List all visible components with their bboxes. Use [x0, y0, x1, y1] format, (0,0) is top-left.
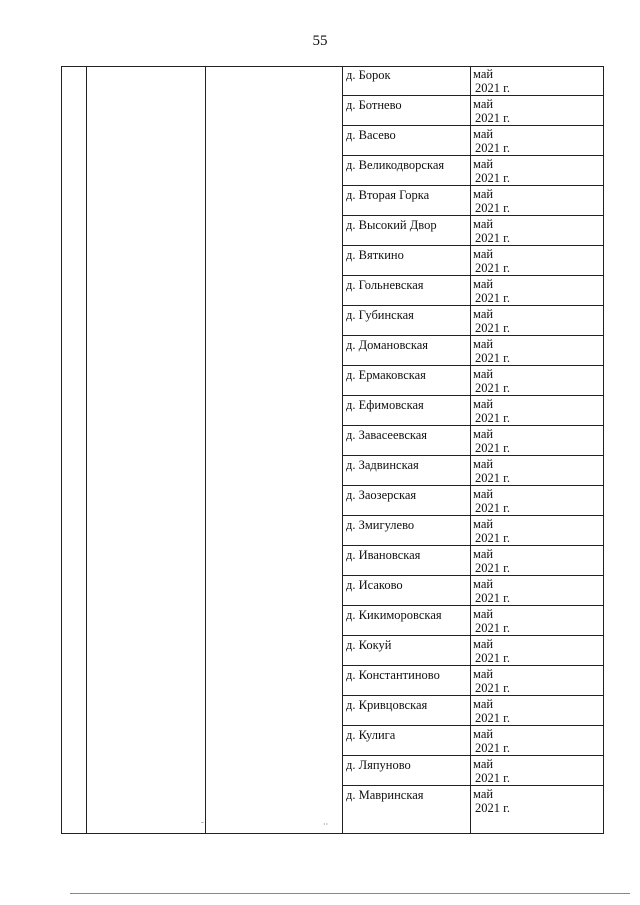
- deadline-year: 2021 г.: [475, 471, 510, 485]
- table-row: [342, 606, 604, 636]
- settlement-name: д. Борок: [346, 68, 391, 82]
- table-row: [342, 96, 604, 126]
- table-row: [342, 306, 604, 336]
- deadline-year: 2021 г.: [475, 801, 510, 815]
- settlement-name: д. Ляпуново: [346, 758, 411, 772]
- deadline-cell: [473, 187, 510, 215]
- deadline-cell: [473, 397, 510, 425]
- table-row: [342, 786, 604, 834]
- column-divider-2: [205, 66, 206, 834]
- deadline-cell: [473, 727, 510, 755]
- settlement-name: д. Губинская: [346, 308, 414, 322]
- settlement-name: д. Кикиморовская: [346, 608, 442, 622]
- deadline-year: 2021 г.: [475, 561, 510, 575]
- deadline-month: май: [473, 337, 494, 351]
- deadline-cell: [473, 307, 510, 335]
- settlement-name: д. Константиново: [346, 668, 440, 682]
- deadline-cell: [473, 667, 510, 695]
- deadline-month: май: [473, 667, 494, 681]
- settlement-name: д. Ивановская: [346, 548, 421, 562]
- deadline-year: 2021 г.: [475, 771, 510, 785]
- deadline-year: 2021 г.: [475, 81, 510, 95]
- deadline-cell: [473, 577, 510, 605]
- deadline-year: 2021 г.: [475, 351, 510, 365]
- deadline-month: май: [473, 67, 494, 81]
- settlement-name: д. Кривцовская: [346, 698, 428, 712]
- table-row: [342, 756, 604, 786]
- table-row: [342, 336, 604, 366]
- settlement-name: д. Кулига: [346, 728, 396, 742]
- settlement-name: д. Ермаковская: [346, 368, 426, 382]
- settlement-name: д. Ефимовская: [346, 398, 424, 412]
- table-row: [342, 66, 604, 96]
- deadline-year: 2021 г.: [475, 441, 510, 455]
- settlement-name: д. Вяткино: [346, 248, 404, 262]
- deadline-cell: [473, 157, 510, 185]
- deadline-cell: [473, 787, 510, 815]
- table-row: [342, 216, 604, 246]
- deadline-cell: [473, 607, 510, 635]
- deadline-cell: [473, 487, 510, 515]
- page-edge-rule: [70, 893, 630, 894]
- deadline-cell: [473, 127, 510, 155]
- settlement-name: д. Великодворская: [346, 158, 445, 172]
- deadline-cell: [473, 427, 510, 455]
- table-row: [342, 246, 604, 276]
- deadline-month: май: [473, 547, 494, 561]
- deadline-month: май: [473, 307, 494, 321]
- table-row: [342, 696, 604, 726]
- deadline-month: май: [473, 97, 494, 111]
- deadline-year: 2021 г.: [475, 261, 510, 275]
- settlement-name: д. Кокуй: [346, 638, 392, 652]
- deadline-year: 2021 г.: [475, 171, 510, 185]
- column-divider-1: [86, 66, 87, 834]
- deadline-month: май: [473, 217, 494, 231]
- settlement-name: д. Задвинская: [346, 458, 419, 472]
- settlement-name: д. Высокий Двор: [346, 218, 437, 232]
- deadline-month: май: [473, 697, 494, 711]
- scan-mark: ··: [323, 820, 329, 829]
- deadline-cell: [473, 637, 510, 665]
- table-row: [342, 516, 604, 546]
- settlement-name: д. Вторая Горка: [346, 188, 430, 202]
- deadline-cell: [473, 517, 510, 545]
- deadline-year: 2021 г.: [475, 411, 510, 425]
- deadline-month: май: [473, 787, 494, 801]
- table-row: [342, 366, 604, 396]
- settlement-name: д. Ботнево: [346, 98, 402, 112]
- table-row: [342, 546, 604, 576]
- deadline-year: 2021 г.: [475, 651, 510, 665]
- settlement-name: д. Змигулево: [346, 518, 415, 532]
- deadline-month: май: [473, 187, 494, 201]
- deadline-month: май: [473, 157, 494, 171]
- deadline-year: 2021 г.: [475, 291, 510, 305]
- settlement-name: д. Мавринская: [346, 788, 424, 802]
- table-row: [342, 276, 604, 306]
- settlement-name: д. Домановская: [346, 338, 429, 352]
- deadline-month: май: [473, 427, 494, 441]
- table-row: [342, 396, 604, 426]
- table-row: [342, 126, 604, 156]
- deadline-month: май: [473, 577, 494, 591]
- deadline-year: 2021 г.: [475, 321, 510, 335]
- deadline-year: 2021 г.: [475, 741, 510, 755]
- deadline-cell: [473, 757, 510, 785]
- deadline-year: 2021 г.: [475, 681, 510, 695]
- table-row: [342, 186, 604, 216]
- table-row: [342, 486, 604, 516]
- deadline-cell: [473, 547, 510, 575]
- deadline-year: 2021 г.: [475, 231, 510, 245]
- table-row: [342, 636, 604, 666]
- deadline-year: 2021 г.: [475, 501, 510, 515]
- deadline-year: 2021 г.: [475, 141, 510, 155]
- deadline-month: май: [473, 277, 494, 291]
- deadline-year: 2021 г.: [475, 111, 510, 125]
- deadline-cell: [473, 247, 510, 275]
- deadline-cell: [473, 217, 510, 245]
- table-row: [342, 726, 604, 756]
- deadline-cell: [473, 67, 510, 95]
- deadline-cell: [473, 697, 510, 725]
- deadline-month: май: [473, 457, 494, 471]
- deadline-year: 2021 г.: [475, 201, 510, 215]
- deadline-year: 2021 г.: [475, 711, 510, 725]
- page-number: 55: [312, 33, 328, 49]
- deadline-month: май: [473, 607, 494, 621]
- deadline-cell: [473, 97, 510, 125]
- settlement-name: д. Завасеевская: [346, 428, 428, 442]
- settlement-name: д. Васево: [346, 128, 396, 142]
- scan-mark: ˗: [201, 817, 204, 826]
- deadline-cell: [473, 367, 510, 395]
- table-row: [342, 426, 604, 456]
- table-row: [342, 576, 604, 606]
- deadline-month: май: [473, 247, 494, 261]
- table-row: [342, 156, 604, 186]
- deadline-cell: [473, 457, 510, 485]
- deadline-month: май: [473, 757, 494, 771]
- settlement-name: д. Гольневская: [346, 278, 424, 292]
- table-row: [342, 456, 604, 486]
- deadline-month: май: [473, 397, 494, 411]
- deadline-month: май: [473, 637, 494, 651]
- settlement-table: [342, 66, 604, 834]
- deadline-cell: [473, 337, 510, 365]
- settlement-name: д. Исаково: [346, 578, 403, 592]
- deadline-cell: [473, 277, 510, 305]
- deadline-month: май: [473, 127, 494, 141]
- deadline-month: май: [473, 367, 494, 381]
- deadline-month: май: [473, 487, 494, 501]
- settlement-name: д. Заозерская: [346, 488, 417, 502]
- deadline-year: 2021 г.: [475, 621, 510, 635]
- deadline-year: 2021 г.: [475, 591, 510, 605]
- table-row: [342, 666, 604, 696]
- deadline-year: 2021 г.: [475, 531, 510, 545]
- deadline-month: май: [473, 727, 494, 741]
- deadline-month: май: [473, 517, 494, 531]
- deadline-year: 2021 г.: [475, 381, 510, 395]
